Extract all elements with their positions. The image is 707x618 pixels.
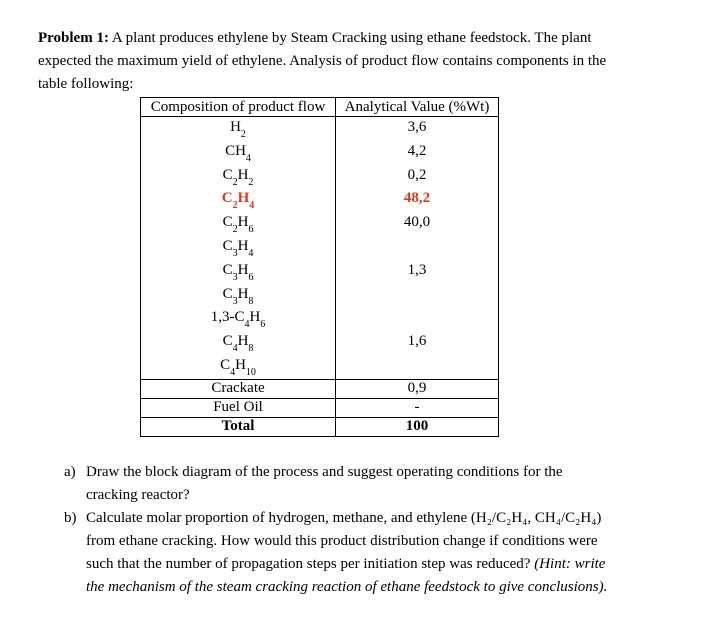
component-cell: Fuel Oil	[141, 398, 336, 417]
composition-table	[140, 97, 499, 437]
value-cell: -	[336, 398, 499, 417]
table-row	[141, 355, 499, 379]
table-row-total	[141, 417, 499, 436]
component-cell: Crackate	[141, 379, 336, 398]
value-cell: 4,2	[336, 141, 499, 165]
column-header-composition: Composition of product flow	[141, 98, 336, 117]
table-row	[141, 141, 499, 165]
component-cell: $CH_4$	[141, 141, 336, 165]
value-cell: 3,6	[336, 117, 499, 141]
question-b	[64, 507, 614, 599]
table-row	[141, 307, 499, 331]
column-header-value: Analytical Value (%Wt)	[336, 98, 499, 117]
value-cell	[336, 236, 499, 260]
component-cell: $C_3H_4$	[141, 236, 336, 260]
problem-label: Problem 1:	[38, 30, 109, 46]
problem-statement	[38, 27, 610, 96]
table-row-highlighted	[141, 188, 499, 212]
table-row	[141, 212, 499, 236]
question-a	[64, 461, 614, 507]
table-row	[141, 331, 499, 355]
component-cell: $C_3H_8$	[141, 284, 336, 308]
value-cell: 1,6	[336, 331, 499, 355]
question-b-label: b)	[64, 510, 77, 526]
table-row	[141, 165, 499, 189]
value-cell	[336, 355, 499, 379]
component-cell: $H_2$	[141, 117, 336, 141]
table-header-row	[141, 98, 499, 117]
component-cell: $C_2H_4$	[141, 188, 336, 212]
component-cell: $C_4H_8$	[141, 331, 336, 355]
component-cell: $C_4H_{10}$	[141, 355, 336, 379]
table-row	[141, 379, 499, 398]
question-b-text: Calculate molar proportion of hydrogen, methane, and ethylene (H₂/C₂H₄, CH₄/C₂H₄) from ethane cracking. How would this product distribution change if conditions were such that the number of propagation steps per initiation step was reduced?	[86, 510, 602, 572]
table-row	[141, 260, 499, 284]
component-cell: Total	[141, 417, 336, 436]
value-cell	[336, 284, 499, 308]
value-cell	[336, 307, 499, 331]
table-row	[141, 236, 499, 260]
component-cell: $1,3-C_4H_6$	[141, 307, 336, 331]
table-row	[141, 284, 499, 308]
component-cell: $C_2H_2$	[141, 165, 336, 189]
value-cell: 0,9	[336, 379, 499, 398]
problem-text: A plant produces ethylene by Steam Cracking using ethane feedstock. The plant expected the maximum yield of ethylene. Analysis of product flow contains components in the table following:	[38, 30, 607, 92]
value-cell: 100	[336, 417, 499, 436]
table-row	[141, 117, 499, 141]
table-row	[141, 398, 499, 417]
component-cell: $C_2H_6$	[141, 212, 336, 236]
value-cell: 48,2	[336, 188, 499, 212]
component-cell: $C_3H_6$	[141, 260, 336, 284]
value-cell: 1,3	[336, 260, 499, 284]
question-a-label: a)	[64, 464, 76, 480]
questions	[64, 461, 614, 599]
question-b-hint: (Hint: write the mechanism of the steam cracking reaction of ethane feedstock to give conclusions).	[86, 556, 608, 595]
question-a-text: Draw the block diagram of the process and suggest operating conditions for the cracking reactor?	[86, 464, 563, 503]
value-cell: 0,2	[336, 165, 499, 189]
value-cell: 40,0	[336, 212, 499, 236]
